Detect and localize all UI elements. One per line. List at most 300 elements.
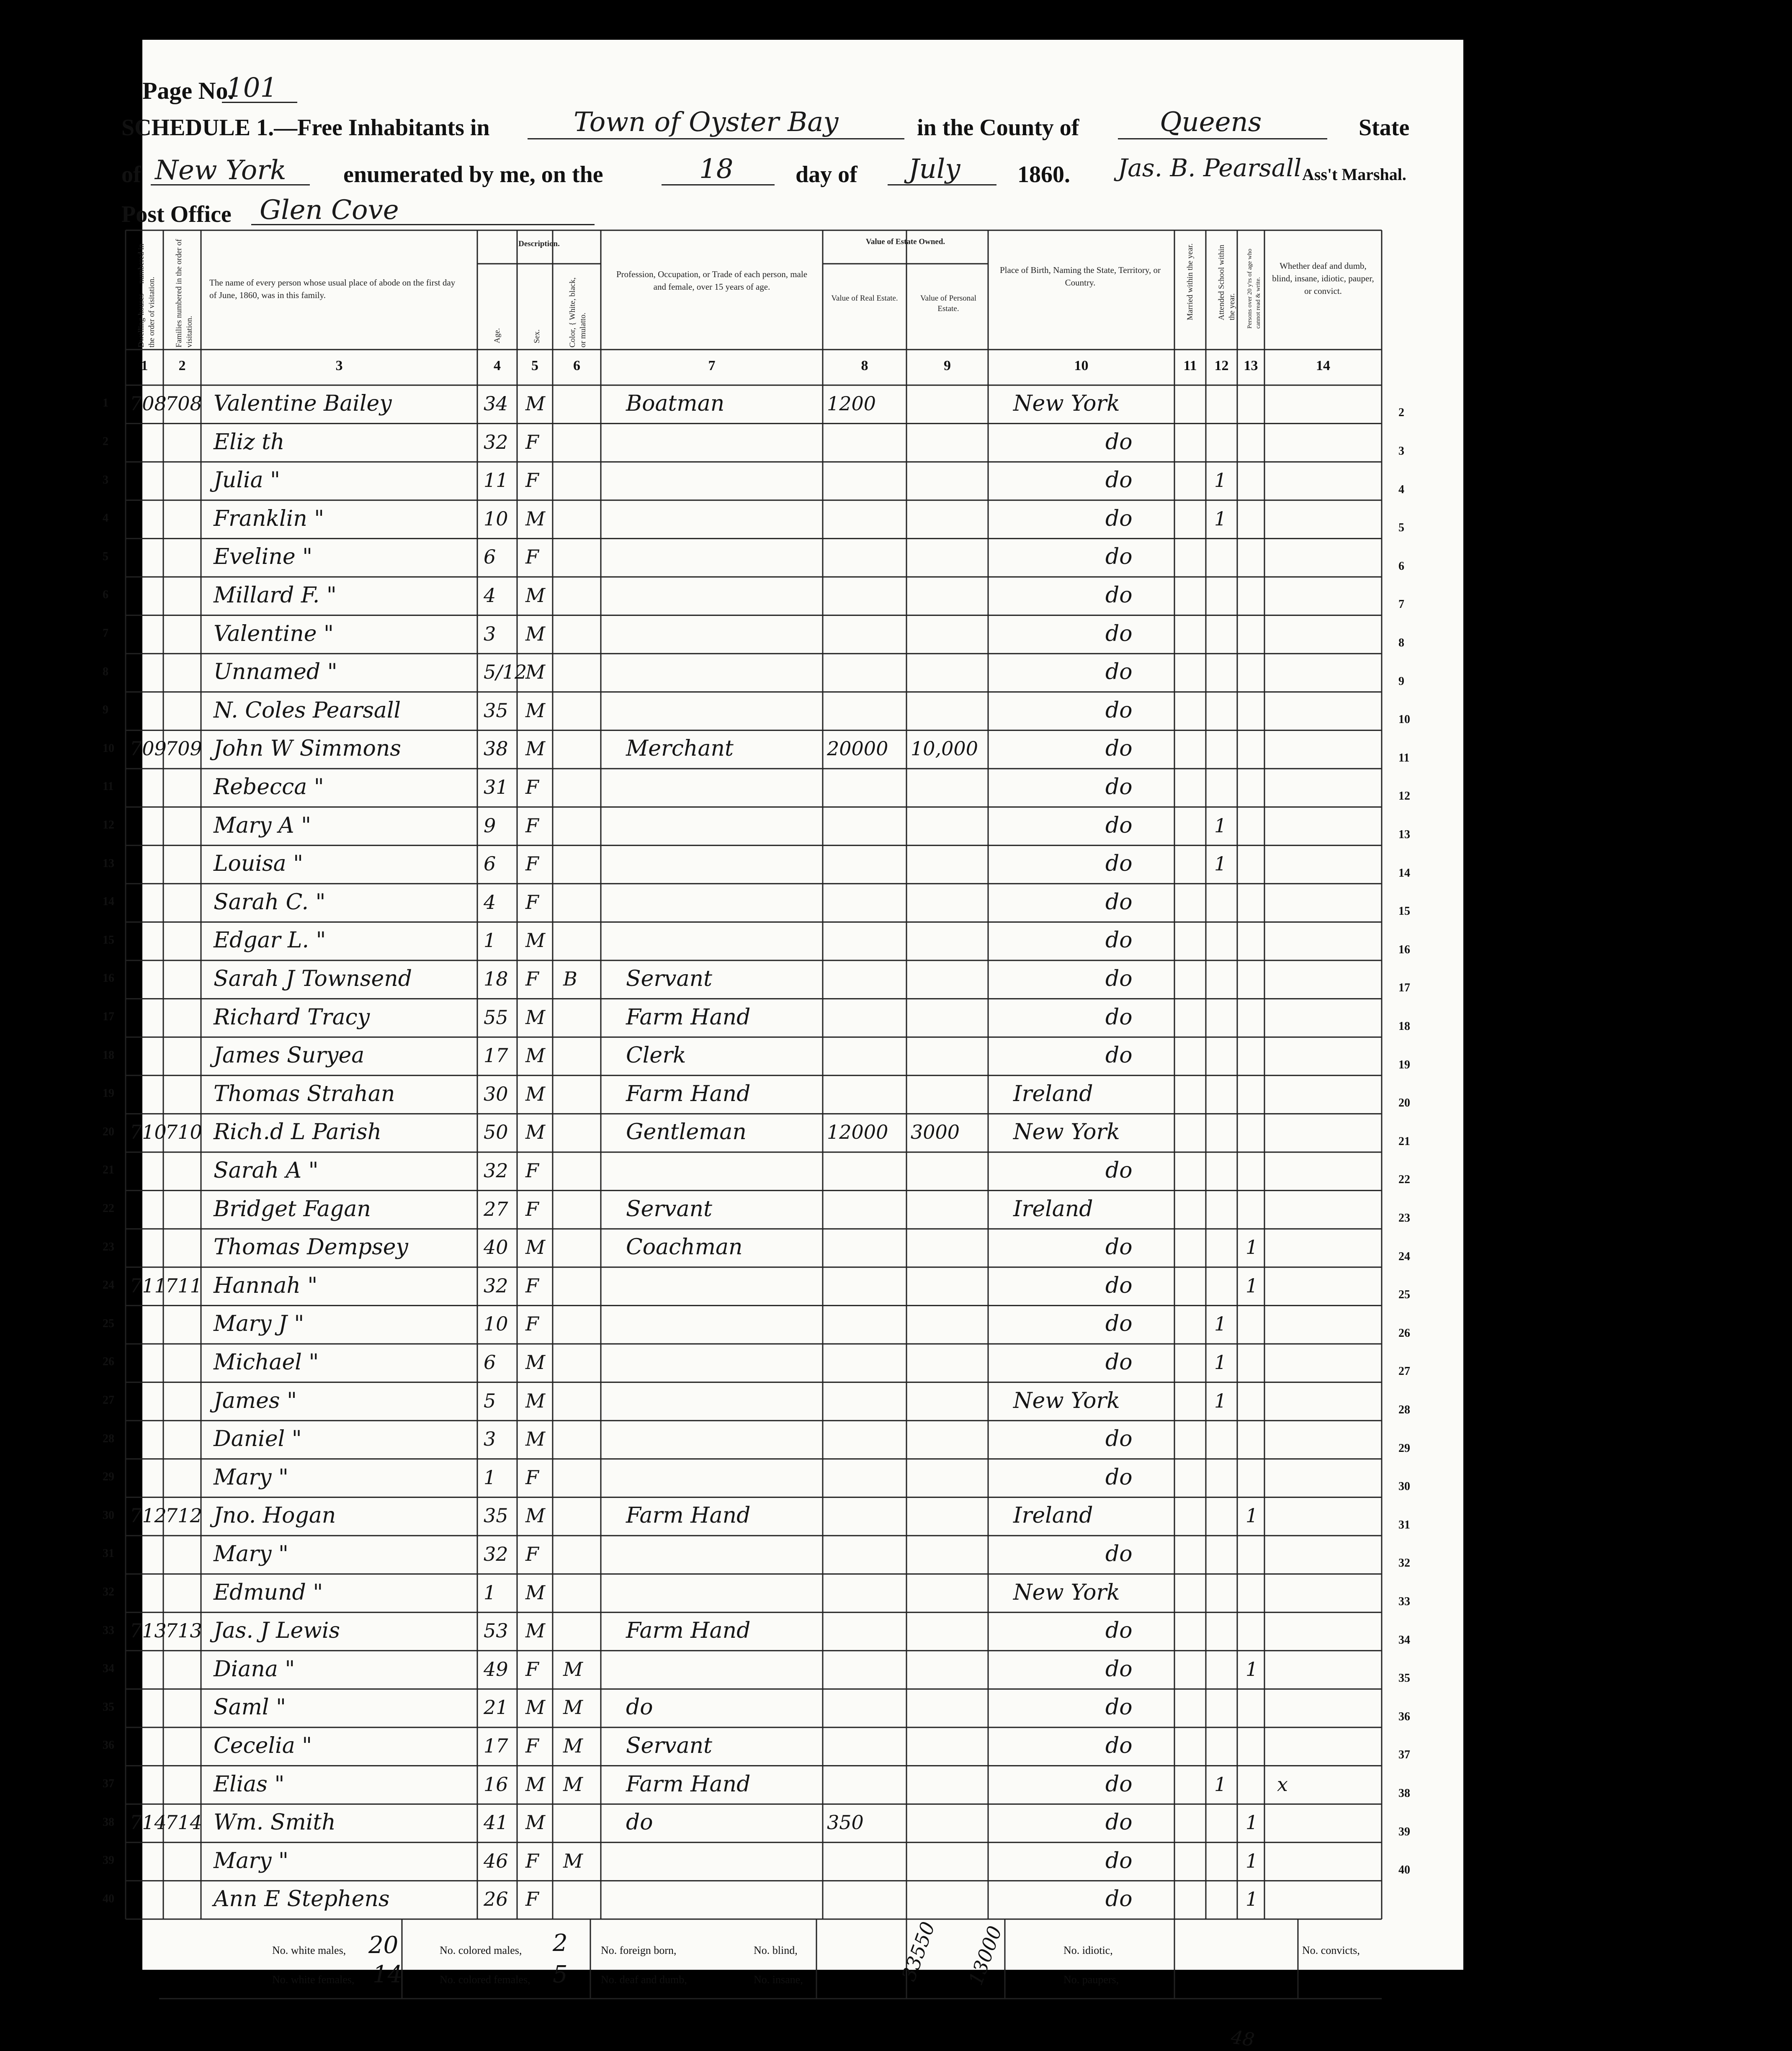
person-name: Mary A "	[214, 813, 312, 838]
line-number-left: 17	[103, 1010, 114, 1024]
person-occupation: Coachman	[626, 1235, 743, 1260]
col-header-personal: Value of Personal Estate.	[920, 294, 977, 313]
person-name: Jno. Hogan	[214, 1503, 336, 1529]
line-number-left: 21	[103, 1163, 114, 1177]
birthplace: do	[1105, 1848, 1133, 1873]
col-number: 11	[1183, 358, 1197, 373]
line-number-right: 17	[1398, 981, 1410, 995]
person-age: 35	[484, 699, 508, 722]
birthplace: do	[1105, 1464, 1133, 1490]
line-number-right: 2	[1398, 406, 1404, 419]
idiotic-label: No. idiotic,	[1063, 1944, 1113, 1956]
family-number: 709	[165, 737, 202, 760]
birthplace: do	[1105, 1235, 1133, 1260]
person-age: 4	[484, 890, 496, 914]
person-name: Sarah J Townsend	[214, 966, 412, 991]
person-age: 41	[484, 1811, 508, 1834]
person-sex: F	[525, 546, 539, 569]
family-number: 714	[165, 1811, 202, 1834]
white-males-count: 20	[368, 1932, 399, 1959]
dwelling-number: 714	[130, 1811, 167, 1834]
col-number: 14	[1316, 358, 1330, 373]
line-number-left: 6	[103, 588, 108, 602]
county-name: Queens	[1160, 107, 1262, 138]
person-age: 27	[484, 1197, 508, 1220]
deaf-dumb-label: No. deaf and dumb,	[601, 1974, 687, 1986]
person-age: 11	[484, 469, 508, 492]
line-number-left: 16	[103, 972, 114, 985]
birthplace: do	[1105, 1771, 1133, 1797]
line-number-right: 25	[1398, 1288, 1410, 1302]
line-number-left: 27	[103, 1394, 114, 1407]
white-males-label: No. white males,	[272, 1944, 346, 1956]
dwelling-number: 713	[130, 1619, 167, 1642]
school-mark: 1	[1214, 1351, 1227, 1374]
illiterate-mark: 1	[1246, 1274, 1258, 1297]
person-name: James Suryea	[214, 1043, 365, 1068]
person-age: 46	[484, 1849, 508, 1872]
white-females-label: No. white females,	[272, 1974, 355, 1986]
person-sex: M	[525, 1619, 546, 1642]
person-age: 1	[484, 1581, 496, 1604]
person-sex: M	[525, 507, 546, 530]
person-sex: M	[525, 1696, 546, 1719]
person-sex: F	[525, 1312, 539, 1336]
person-age: 16	[484, 1773, 508, 1796]
line-number-right: 7	[1398, 598, 1404, 611]
line-number-left: 40	[103, 1892, 114, 1905]
person-age: 34	[484, 392, 508, 415]
line-number-left: 12	[103, 818, 114, 832]
line-number-left: 26	[103, 1355, 114, 1369]
line-number-left: 14	[103, 895, 114, 908]
col-number: 13	[1244, 358, 1258, 373]
col-number: 5	[531, 358, 538, 373]
col-number: 9	[944, 358, 951, 373]
real-estate-total: 33550	[897, 1919, 940, 1984]
person-occupation: Gentleman	[626, 1119, 747, 1145]
birthplace: Ireland	[1013, 1503, 1093, 1529]
colored-females-label: No. colored females,	[440, 1974, 530, 1986]
line-number-right: 33	[1398, 1595, 1410, 1608]
person-sex: F	[525, 430, 539, 453]
person-name: Jas. J Lewis	[214, 1618, 340, 1644]
line-number-right: 12	[1398, 790, 1410, 803]
person-age: 31	[484, 776, 508, 798]
condition-mark: x	[1277, 1773, 1288, 1796]
col-number: 8	[861, 358, 868, 373]
line-number-left: 5	[103, 550, 108, 563]
person-sex: M	[525, 929, 546, 952]
line-number-right: 35	[1398, 1672, 1410, 1685]
person-age: 17	[484, 1734, 508, 1757]
person-sex: M	[525, 1236, 546, 1259]
person-name: Valentine "	[214, 621, 334, 646]
person-age: 5/12	[484, 661, 527, 684]
col-number: 6	[573, 358, 580, 373]
col-header-birthplace: Place of Birth, Naming the State, Territory, or Country.	[999, 265, 1161, 288]
person-age: 10	[484, 507, 508, 530]
line-number-left: 10	[103, 741, 114, 755]
birthplace: do	[1105, 429, 1133, 455]
line-number-left: 2	[103, 435, 108, 448]
birthplace: New York	[1013, 1119, 1120, 1145]
county-label: in the County of	[917, 115, 1079, 141]
col-number: 12	[1214, 358, 1229, 373]
line-number-left: 34	[103, 1662, 114, 1675]
birthplace: do	[1105, 468, 1133, 493]
line-number-left: 23	[103, 1240, 114, 1253]
person-age: 55	[484, 1006, 508, 1029]
person-age: 40	[484, 1236, 508, 1259]
person-sex: F	[525, 469, 539, 492]
birthplace: do	[1105, 1004, 1133, 1030]
line-number-right: 27	[1398, 1365, 1410, 1378]
birthplace: Ireland	[1013, 1196, 1093, 1222]
birthplace: do	[1105, 775, 1133, 800]
person-age: 50	[484, 1121, 508, 1144]
enumerated-label: enumerated by me, on the	[343, 162, 603, 188]
person-sex: M	[525, 661, 546, 684]
person-age: 49	[484, 1657, 508, 1680]
white-females-count: 14	[373, 1961, 403, 1988]
person-occupation: Farm Hand	[626, 1081, 751, 1107]
line-number-left: 31	[103, 1547, 114, 1560]
person-name: Eveline "	[214, 544, 313, 570]
person-name: Edmund "	[214, 1580, 323, 1605]
person-age: 30	[484, 1082, 508, 1105]
line-number-left: 22	[103, 1202, 114, 1215]
col-number: 10	[1074, 358, 1089, 373]
col-header-color: Color, { White, black, or mulatto.	[568, 277, 587, 347]
person-age: 6	[484, 852, 496, 875]
line-number-right: 3	[1398, 444, 1404, 458]
town-name: Town of Oyster Bay	[574, 107, 839, 138]
person-sex: M	[525, 1351, 546, 1374]
dwelling-number: 708	[130, 392, 167, 415]
birthplace: do	[1105, 1886, 1133, 1912]
post-office-label: Post Office	[121, 201, 232, 227]
person-sex: M	[525, 737, 546, 760]
person-sex: M	[525, 1428, 546, 1451]
line-number-left: 4	[103, 512, 108, 525]
line-number-right: 6	[1398, 559, 1404, 573]
illiterate-mark: 1	[1246, 1657, 1258, 1680]
margin-note: 48	[1229, 2026, 1256, 2051]
person-name: Millard F. "	[214, 583, 337, 608]
person-sex: M	[525, 1504, 546, 1527]
person-sex: M	[525, 1044, 546, 1067]
line-number-right: 38	[1398, 1786, 1410, 1800]
birthplace: do	[1105, 1043, 1133, 1068]
col-header-condition: Whether deaf and dumb, blind, insane, idiotic, pauper, or convict.	[1272, 261, 1374, 296]
line-number-right: 15	[1398, 905, 1410, 918]
person-name: Mary "	[214, 1541, 288, 1567]
person-occupation: do	[626, 1810, 653, 1835]
person-name: Wm. Smith	[214, 1810, 336, 1835]
person-age: 3	[484, 622, 496, 645]
line-number-left: 35	[103, 1700, 114, 1714]
line-number-left: 11	[103, 780, 114, 793]
line-number-right: 9	[1398, 674, 1404, 688]
person-sex: M	[525, 1121, 546, 1144]
line-number-left: 1	[103, 396, 108, 410]
person-name: John W Simmons	[214, 736, 401, 762]
real-estate-value: 12000	[827, 1121, 888, 1144]
birthplace: Ireland	[1013, 1081, 1093, 1107]
person-color: B	[563, 968, 577, 990]
dwelling-number: 710	[130, 1121, 167, 1144]
person-age: 21	[484, 1696, 508, 1719]
line-number-left: 3	[103, 473, 108, 486]
birthplace: do	[1105, 889, 1133, 915]
person-sex: M	[525, 1811, 546, 1834]
birthplace: do	[1105, 966, 1133, 991]
school-mark: 1	[1214, 469, 1227, 492]
person-name: Mary "	[214, 1848, 288, 1873]
person-name: Hannah "	[214, 1273, 318, 1298]
person-sex: F	[525, 1657, 539, 1680]
person-name: Ann E Stephens	[214, 1886, 390, 1912]
birthplace: do	[1105, 1618, 1133, 1644]
person-name: Louisa "	[214, 851, 304, 877]
line-number-left: 29	[103, 1470, 114, 1484]
person-age: 4	[484, 584, 496, 607]
line-number-left: 7	[103, 627, 108, 640]
person-name: Edgar L. "	[214, 928, 326, 953]
person-occupation: Servant	[626, 1196, 713, 1222]
illiterate-mark: 1	[1246, 1849, 1258, 1872]
birthplace: do	[1105, 736, 1133, 762]
person-age: 17	[484, 1044, 508, 1067]
person-name: Eliz th	[214, 429, 285, 455]
line-number-right: 29	[1398, 1441, 1410, 1455]
person-age: 18	[484, 968, 508, 990]
col-header-illiterate: Persons over 20 y'rs of age who cannot read & write.	[1246, 248, 1262, 329]
person-name: Elias "	[214, 1771, 285, 1797]
person-age: 5	[484, 1389, 496, 1412]
person-age: 32	[484, 1159, 508, 1182]
col-header-real: Value of Real Estate.	[831, 294, 898, 303]
page-label: Page No.	[142, 77, 234, 104]
person-sex: F	[525, 1734, 539, 1757]
birthplace: do	[1105, 506, 1133, 531]
state-name: New York	[155, 155, 286, 186]
blind-label: No. blind,	[754, 1944, 798, 1956]
birthplace: do	[1105, 1426, 1133, 1452]
line-number-right: 10	[1398, 713, 1410, 726]
line-number-left: 38	[103, 1815, 114, 1829]
line-number-right: 28	[1398, 1403, 1410, 1416]
enum-day: 18	[699, 154, 734, 185]
birthplace: do	[1105, 851, 1133, 877]
person-sex: F	[525, 968, 539, 990]
col-number: 3	[335, 358, 343, 373]
col-header-age: Age.	[493, 328, 502, 343]
person-name: Thomas Dempsey	[214, 1235, 408, 1260]
birthplace: do	[1105, 1158, 1133, 1183]
birthplace: do	[1105, 1733, 1133, 1758]
person-sex: F	[525, 814, 539, 837]
person-age: 1	[484, 929, 496, 952]
person-age: 3	[484, 1428, 496, 1451]
person-sex: M	[525, 1006, 546, 1029]
line-number-right: 31	[1398, 1518, 1410, 1531]
schedule-title: SCHEDULE 1.—Free Inhabitants in	[121, 115, 490, 141]
person-name: Saml "	[214, 1695, 286, 1720]
line-number-right: 32	[1398, 1557, 1410, 1570]
person-name: Unnamed "	[214, 659, 337, 685]
person-name: James "	[214, 1388, 297, 1413]
real-estate-value: 20000	[827, 737, 888, 760]
col-number: 4	[494, 358, 501, 373]
person-age: 6	[484, 546, 496, 569]
illiterate-mark: 1	[1246, 1811, 1258, 1834]
birthplace: New York	[1013, 391, 1120, 416]
person-color: M	[563, 1657, 583, 1680]
person-name: Sarah A "	[214, 1158, 319, 1183]
paupers-label: No. paupers,	[1063, 1974, 1119, 1986]
person-color: M	[563, 1696, 583, 1719]
birthplace: do	[1105, 697, 1133, 723]
marshal-label: Ass't Marshal.	[1302, 165, 1406, 184]
birthplace: do	[1105, 1350, 1133, 1375]
line-number-left: 36	[103, 1739, 114, 1752]
convicts-label: No. convicts,	[1302, 1944, 1360, 1956]
person-sex: M	[525, 1082, 546, 1105]
person-name: Mary J "	[214, 1311, 304, 1337]
line-number-right: 5	[1398, 521, 1404, 535]
birthplace: do	[1105, 813, 1133, 838]
school-mark: 1	[1214, 814, 1227, 837]
family-number: 711	[165, 1274, 202, 1297]
line-number-right: 14	[1398, 866, 1410, 880]
person-name: Mary "	[214, 1464, 288, 1490]
line-number-right: 21	[1398, 1135, 1410, 1148]
person-age: 1	[484, 1466, 496, 1489]
illiterate-mark: 1	[1246, 1888, 1258, 1911]
person-sex: F	[525, 1849, 539, 1872]
line-number-left: 28	[103, 1432, 114, 1445]
line-number-right: 23	[1398, 1211, 1410, 1225]
col-header-estate: Value of Estate Owned.	[865, 237, 945, 246]
line-number-right: 34	[1398, 1633, 1410, 1647]
col-number: 1	[141, 358, 148, 373]
dwelling-number: 709	[130, 737, 167, 760]
birthplace: New York	[1013, 1388, 1120, 1413]
school-mark: 1	[1214, 852, 1227, 875]
line-number-left: 39	[103, 1854, 114, 1867]
line-number-left: 30	[103, 1508, 114, 1522]
person-name: Sarah C. "	[214, 889, 326, 915]
school-mark: 1	[1214, 1312, 1227, 1336]
person-name: Franklin "	[214, 506, 324, 531]
person-age: 10	[484, 1312, 508, 1336]
family-number: 712	[165, 1504, 202, 1527]
family-number: 713	[165, 1619, 202, 1642]
line-number-right: 30	[1398, 1480, 1410, 1493]
colored-males-label: No. colored males,	[440, 1944, 522, 1956]
person-sex: M	[525, 1581, 546, 1604]
person-age: 32	[484, 1543, 508, 1565]
person-name: Rich.d L Parish	[214, 1119, 382, 1145]
line-number-right: 18	[1398, 1019, 1410, 1033]
person-color: M	[563, 1849, 583, 1872]
person-sex: M	[525, 1773, 546, 1796]
line-number-left: 8	[103, 665, 108, 678]
person-name: Thomas Strahan	[214, 1081, 395, 1107]
real-estate-value: 1200	[827, 392, 876, 415]
person-sex: M	[525, 622, 546, 645]
colored-females-count: 5	[553, 1961, 568, 1988]
birthplace: do	[1105, 1810, 1133, 1835]
personal-estate-value: 3000	[911, 1121, 960, 1144]
line-number-right: 36	[1398, 1710, 1410, 1723]
person-sex: F	[525, 1197, 539, 1220]
enum-month: July	[909, 154, 960, 185]
person-occupation: Farm Hand	[626, 1618, 751, 1644]
person-age: 35	[484, 1504, 508, 1527]
line-number-right: 19	[1398, 1058, 1410, 1071]
person-color: M	[563, 1734, 583, 1757]
person-sex: F	[525, 890, 539, 914]
line-number-left: 18	[103, 1048, 114, 1062]
person-name: Julia "	[214, 468, 281, 493]
real-estate-value: 350	[827, 1811, 864, 1834]
line-number-right: 20	[1398, 1096, 1410, 1110]
line-number-left: 32	[103, 1585, 114, 1599]
birthplace: do	[1105, 659, 1133, 685]
line-number-right: 40	[1398, 1863, 1410, 1877]
person-age: 6	[484, 1351, 496, 1374]
col-header-school: Attended School within the year.	[1217, 244, 1236, 320]
line-number-left: 24	[103, 1279, 114, 1292]
col-header-families: Families numbered in the order of visitation.	[175, 239, 194, 347]
col-header-married: Married within the year.	[1186, 243, 1195, 320]
birthplace: do	[1105, 1656, 1133, 1682]
page-number: 101	[226, 72, 278, 103]
col-header-dwelling: Dwelling-houses— numbered in the order of visitation.	[137, 243, 156, 347]
col-number: 7	[708, 358, 716, 373]
person-name: Rebecca "	[214, 775, 324, 800]
line-number-right: 24	[1398, 1250, 1410, 1263]
line-number-right: 11	[1398, 751, 1410, 764]
col-header-name: The name of every person whose usual place of abode on the first day of June, 1860, was in this family.	[209, 278, 456, 300]
line-number-right: 8	[1398, 636, 1404, 649]
line-number-left: 15	[103, 933, 114, 947]
personal-estate-value: 10,000	[911, 737, 978, 760]
person-sex: F	[525, 1274, 539, 1297]
person-age: 32	[484, 430, 508, 453]
birthplace: do	[1105, 1541, 1133, 1567]
day-of-label: day of	[796, 162, 857, 188]
school-mark: 1	[1214, 507, 1227, 530]
person-name: Michael "	[214, 1350, 319, 1375]
insane-label: No. insane,	[754, 1974, 803, 1986]
of-label: of	[121, 162, 141, 188]
foreign-born-label: No. foreign born,	[601, 1944, 677, 1956]
birthplace: do	[1105, 583, 1133, 608]
line-number-right: 26	[1398, 1326, 1410, 1340]
birthplace: do	[1105, 1695, 1133, 1720]
line-number-left: 25	[103, 1317, 114, 1330]
school-mark: 1	[1214, 1773, 1227, 1796]
person-age: 26	[484, 1888, 508, 1911]
person-name: Bridget Fagan	[214, 1196, 371, 1222]
birthplace: do	[1105, 1273, 1133, 1298]
person-sex: M	[525, 392, 546, 415]
person-sex: F	[525, 776, 539, 798]
